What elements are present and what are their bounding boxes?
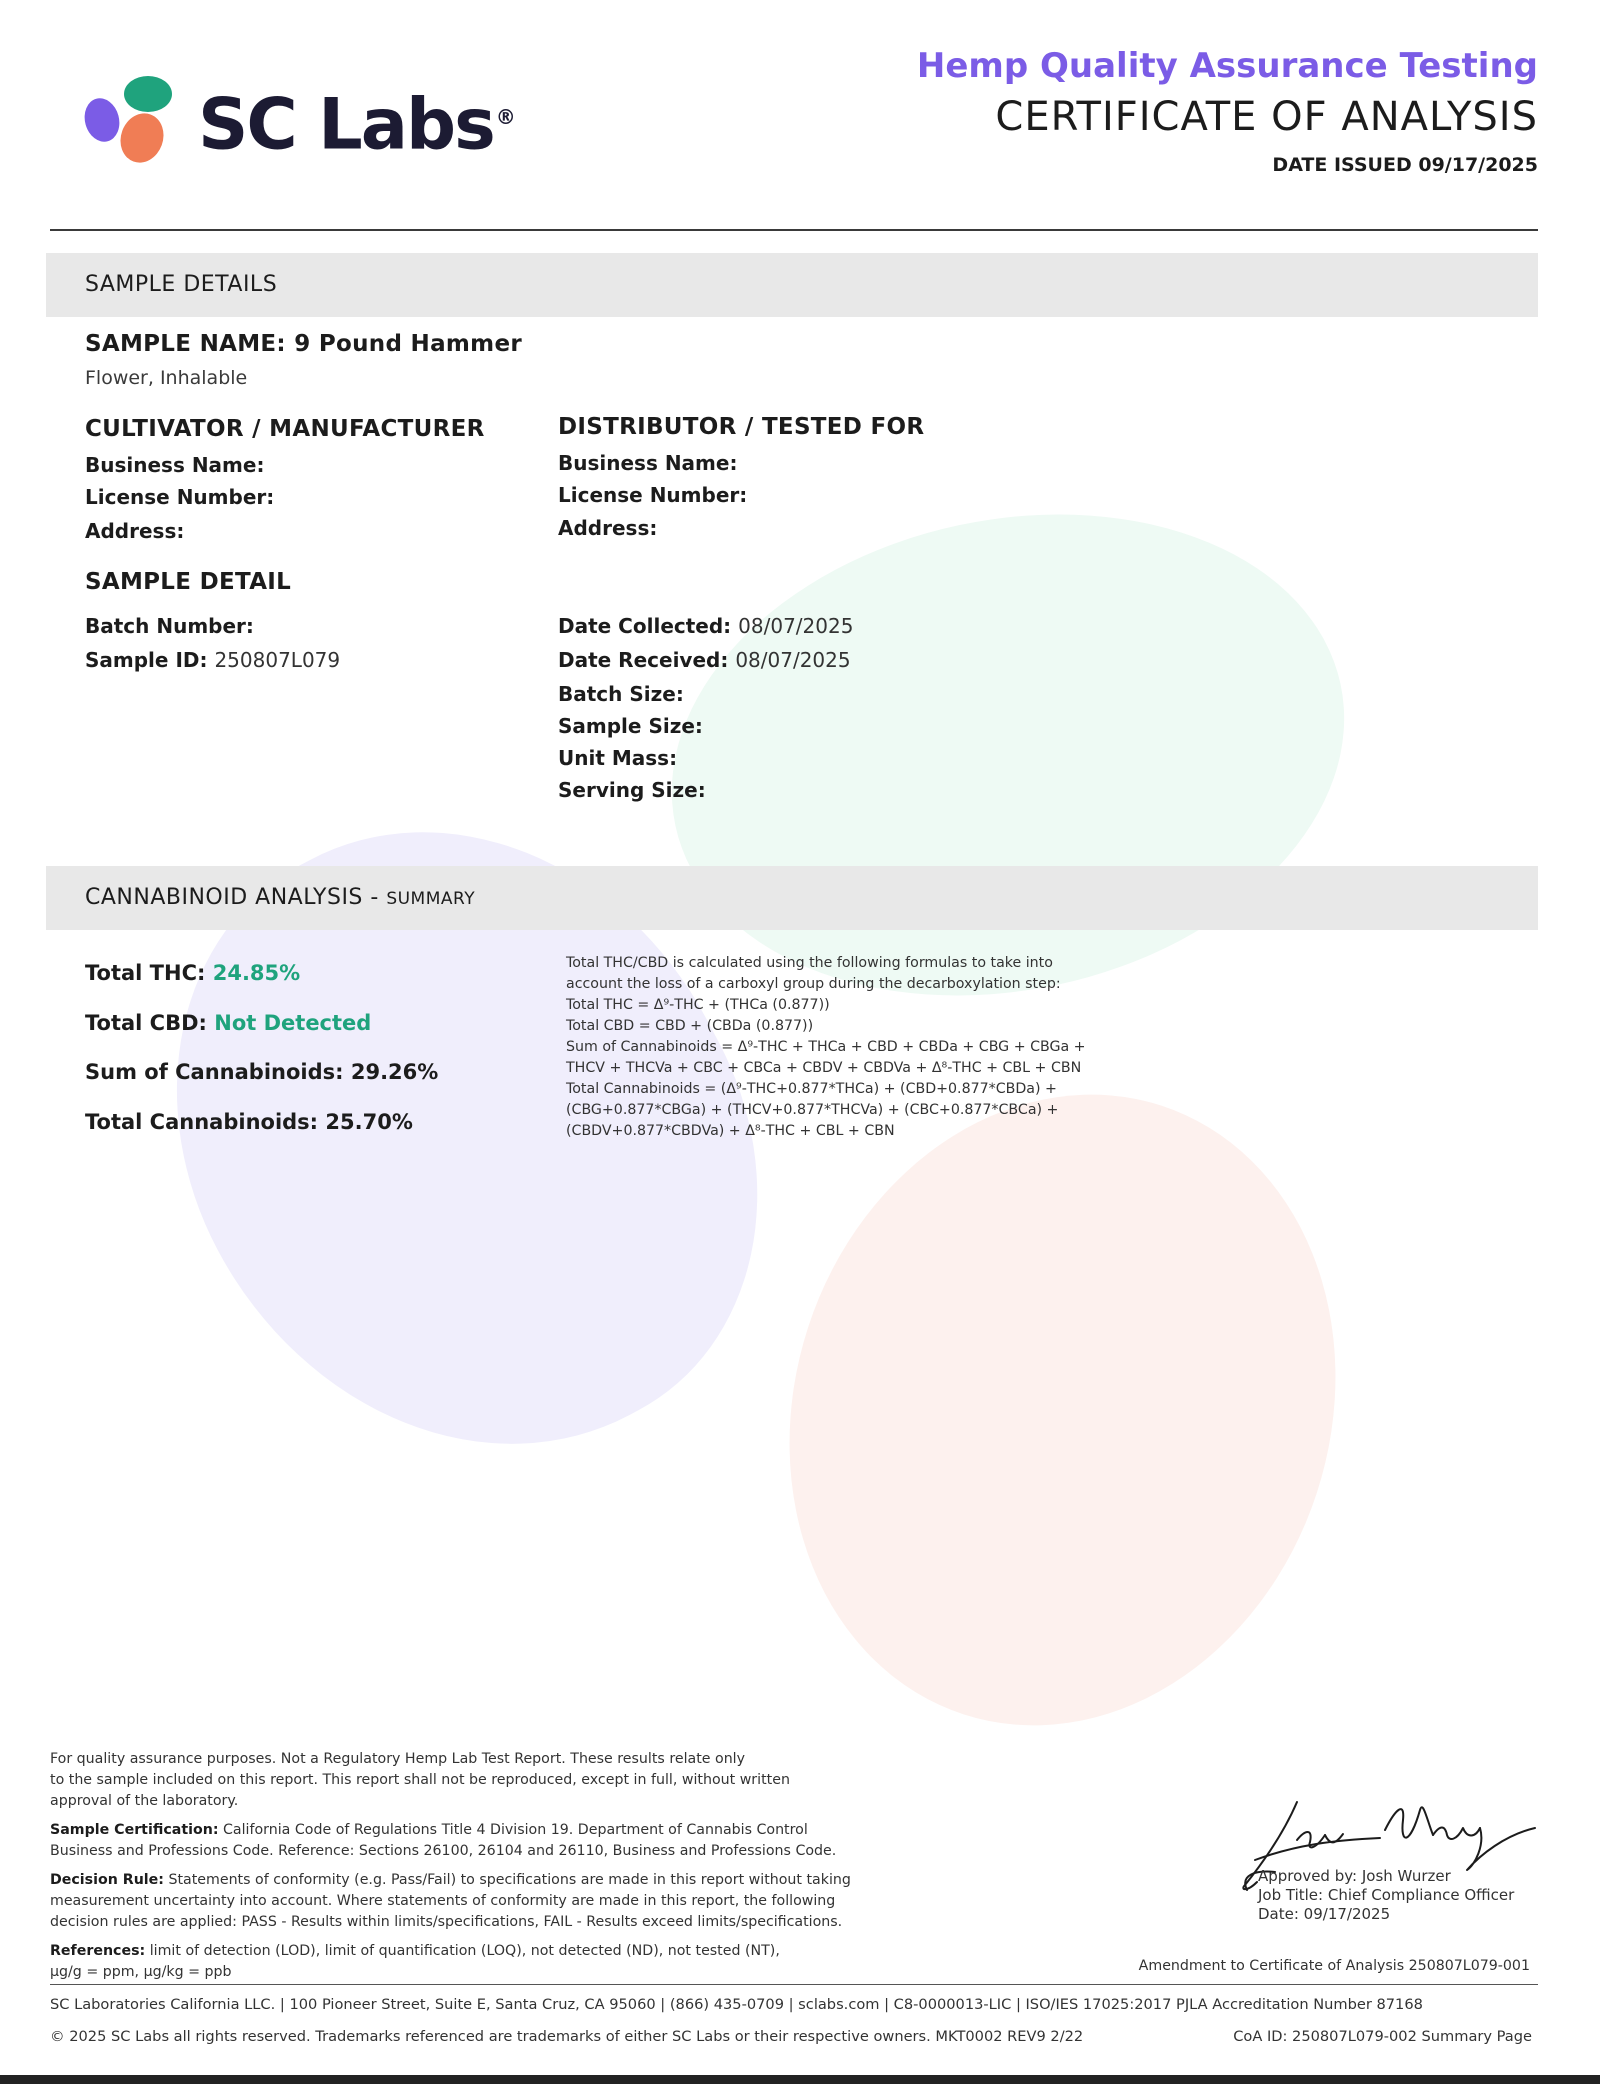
- date-collected: Date Collected: 08/07/2025: [558, 614, 854, 638]
- formula-line: account the loss of a carboxyl group during the decarboxylation step:: [566, 976, 1061, 992]
- header-subtitle: Hemp Quality Assurance Testing: [916, 46, 1538, 86]
- sample-type: Flower, Inhalable: [85, 367, 248, 389]
- page-title: CERTIFICATE OF ANALYSIS: [995, 94, 1538, 140]
- formula-notes: [566, 953, 1106, 1142]
- cultivator-heading: CULTIVATOR / MANUFACTURER: [85, 416, 485, 442]
- formula-line: Total THC = Δ⁹-THC + (THCa (0.877)): [566, 997, 830, 1013]
- total-thc: Total THC: 24.85%: [85, 961, 301, 985]
- registered-mark: ®: [495, 105, 514, 129]
- distributor-address: Address:: [558, 516, 658, 540]
- formula-line: Total THC/CBD is calculated using the following formulas to take into: [566, 955, 1053, 971]
- formula-line: Total Cannabinoids = (Δ⁹-THC+0.877*THCa) + (CBD+0.877*CBDa) +: [566, 1081, 1057, 1097]
- brand-name: SC Labs ®: [198, 83, 514, 166]
- disclaimer: For quality assurance purposes. Not a Regulatory Hemp Lab Test Report. These results relate only to the sample included on this report. This report shall not be reproduced, except in full, without written approval of the laboratory.: [50, 1751, 790, 1809]
- formula-line: (CBDV+0.877*CBDVa) + Δ⁸-THC + CBL + CBN: [566, 1123, 895, 1139]
- distributor-license-number: License Number:: [558, 483, 748, 507]
- copyright: © 2025 SC Labs all rights reserved. Trademarks referenced are trademarks of either SC Labs or their respective owners. MKT0002 REV9 2/22: [50, 2028, 1084, 2045]
- sc-labs-logo-icon: [82, 70, 182, 170]
- references: References: limit of detection (LOD), limit of quantification (LOQ), not detected (ND), not tested (NT), µg/g = ppm, µg/kg = ppb: [50, 1943, 780, 1980]
- formula-line: Sum of Cannabinoids = Δ⁹-THC + THCa + CBD + CBDa + CBG + CBGa +: [566, 1039, 1086, 1055]
- sample-id: Sample ID: 250807L079: [85, 648, 341, 672]
- sample-size: Sample Size:: [558, 714, 703, 738]
- formula-line: Total CBD = CBD + (CBDa (0.877)): [566, 1018, 814, 1034]
- approval-date: Date: 09/17/2025: [1258, 1905, 1391, 1923]
- sample-name: SAMPLE NAME: 9 Pound Hammer: [85, 331, 522, 357]
- coa-id: CoA ID: 250807L079-002 Summary Page: [1233, 2028, 1532, 2045]
- cultivator-license-number: License Number:: [85, 485, 275, 509]
- sample-detail-heading: SAMPLE DETAIL: [85, 569, 292, 595]
- sum-of-cannabinoids: Sum of Cannabinoids: 29.26%: [85, 1060, 439, 1084]
- distributor-heading: DISTRIBUTOR / TESTED FOR: [558, 414, 925, 440]
- sample-details-title: SAMPLE DETAILS: [85, 272, 278, 297]
- sample-certification: Sample Certification: California Code of Regulations Title 4 Division 19. Department of Cannabis Control Business and Professions Code. Reference: Sections 26100, 26104 and 26110, Business and Professions Code.: [50, 1822, 837, 1859]
- date-received: Date Received: 08/07/2025: [558, 648, 851, 672]
- job-title: Job Title: Chief Compliance Officer: [1258, 1886, 1515, 1904]
- decision-rule: Decision Rule: Statements of conformity (e.g. Pass/Fail) to specifications are made in this report without taking measurement uncertainty into account. Where statements of conformity are made in this report, the following decision rules are applied: PASS - Results within limits/specifications, FAIL - Results exceed limits/specifications.: [50, 1872, 851, 1930]
- header-divider: [50, 229, 1538, 231]
- approved-by: Approved by: Josh Wurzer: [1258, 1867, 1451, 1885]
- batch-number: Batch Number:: [85, 614, 254, 638]
- bottom-edge-bar: [0, 2075, 1600, 2084]
- cultivator-business-name: Business Name:: [85, 453, 265, 477]
- formula-line: THCV + THCVa + CBC + CBCa + CBDV + CBDVa + Δ⁸-THC + CBL + CBN: [566, 1060, 1082, 1076]
- cultivator-address: Address:: [85, 519, 185, 543]
- approval-block: [1258, 1867, 1514, 1924]
- lab-address: SC Laboratories California LLC. | 100 Pioneer Street, Suite E, Santa Cruz, CA 95060 | (866) 435-0709 | sclabs.com | C8-0000013-LIC | ISO/IES 17025:2017 PJLA Accreditation Number 87168: [50, 1996, 1423, 2013]
- total-cannabinoids: Total Cannabinoids: 25.70%: [85, 1110, 413, 1134]
- serving-size: Serving Size:: [558, 778, 706, 802]
- footer-divider: [50, 1984, 1538, 1985]
- unit-mass: Unit Mass:: [558, 746, 678, 770]
- batch-size: Batch Size:: [558, 682, 684, 706]
- amendment-note: Amendment to Certificate of Analysis 250807L079-001: [1138, 1958, 1530, 1974]
- distributor-business-name: Business Name:: [558, 451, 738, 475]
- date-issued: DATE ISSUED 09/17/2025: [1272, 154, 1538, 176]
- cannabinoid-title: CANNABINOID ANALYSIS - SUMMARY: [85, 885, 476, 910]
- total-cbd: Total CBD: Not Detected: [85, 1011, 372, 1035]
- formula-line: (CBG+0.877*CBGa) + (THCV+0.877*THCVa) + (CBC+0.877*CBCa) +: [566, 1102, 1059, 1118]
